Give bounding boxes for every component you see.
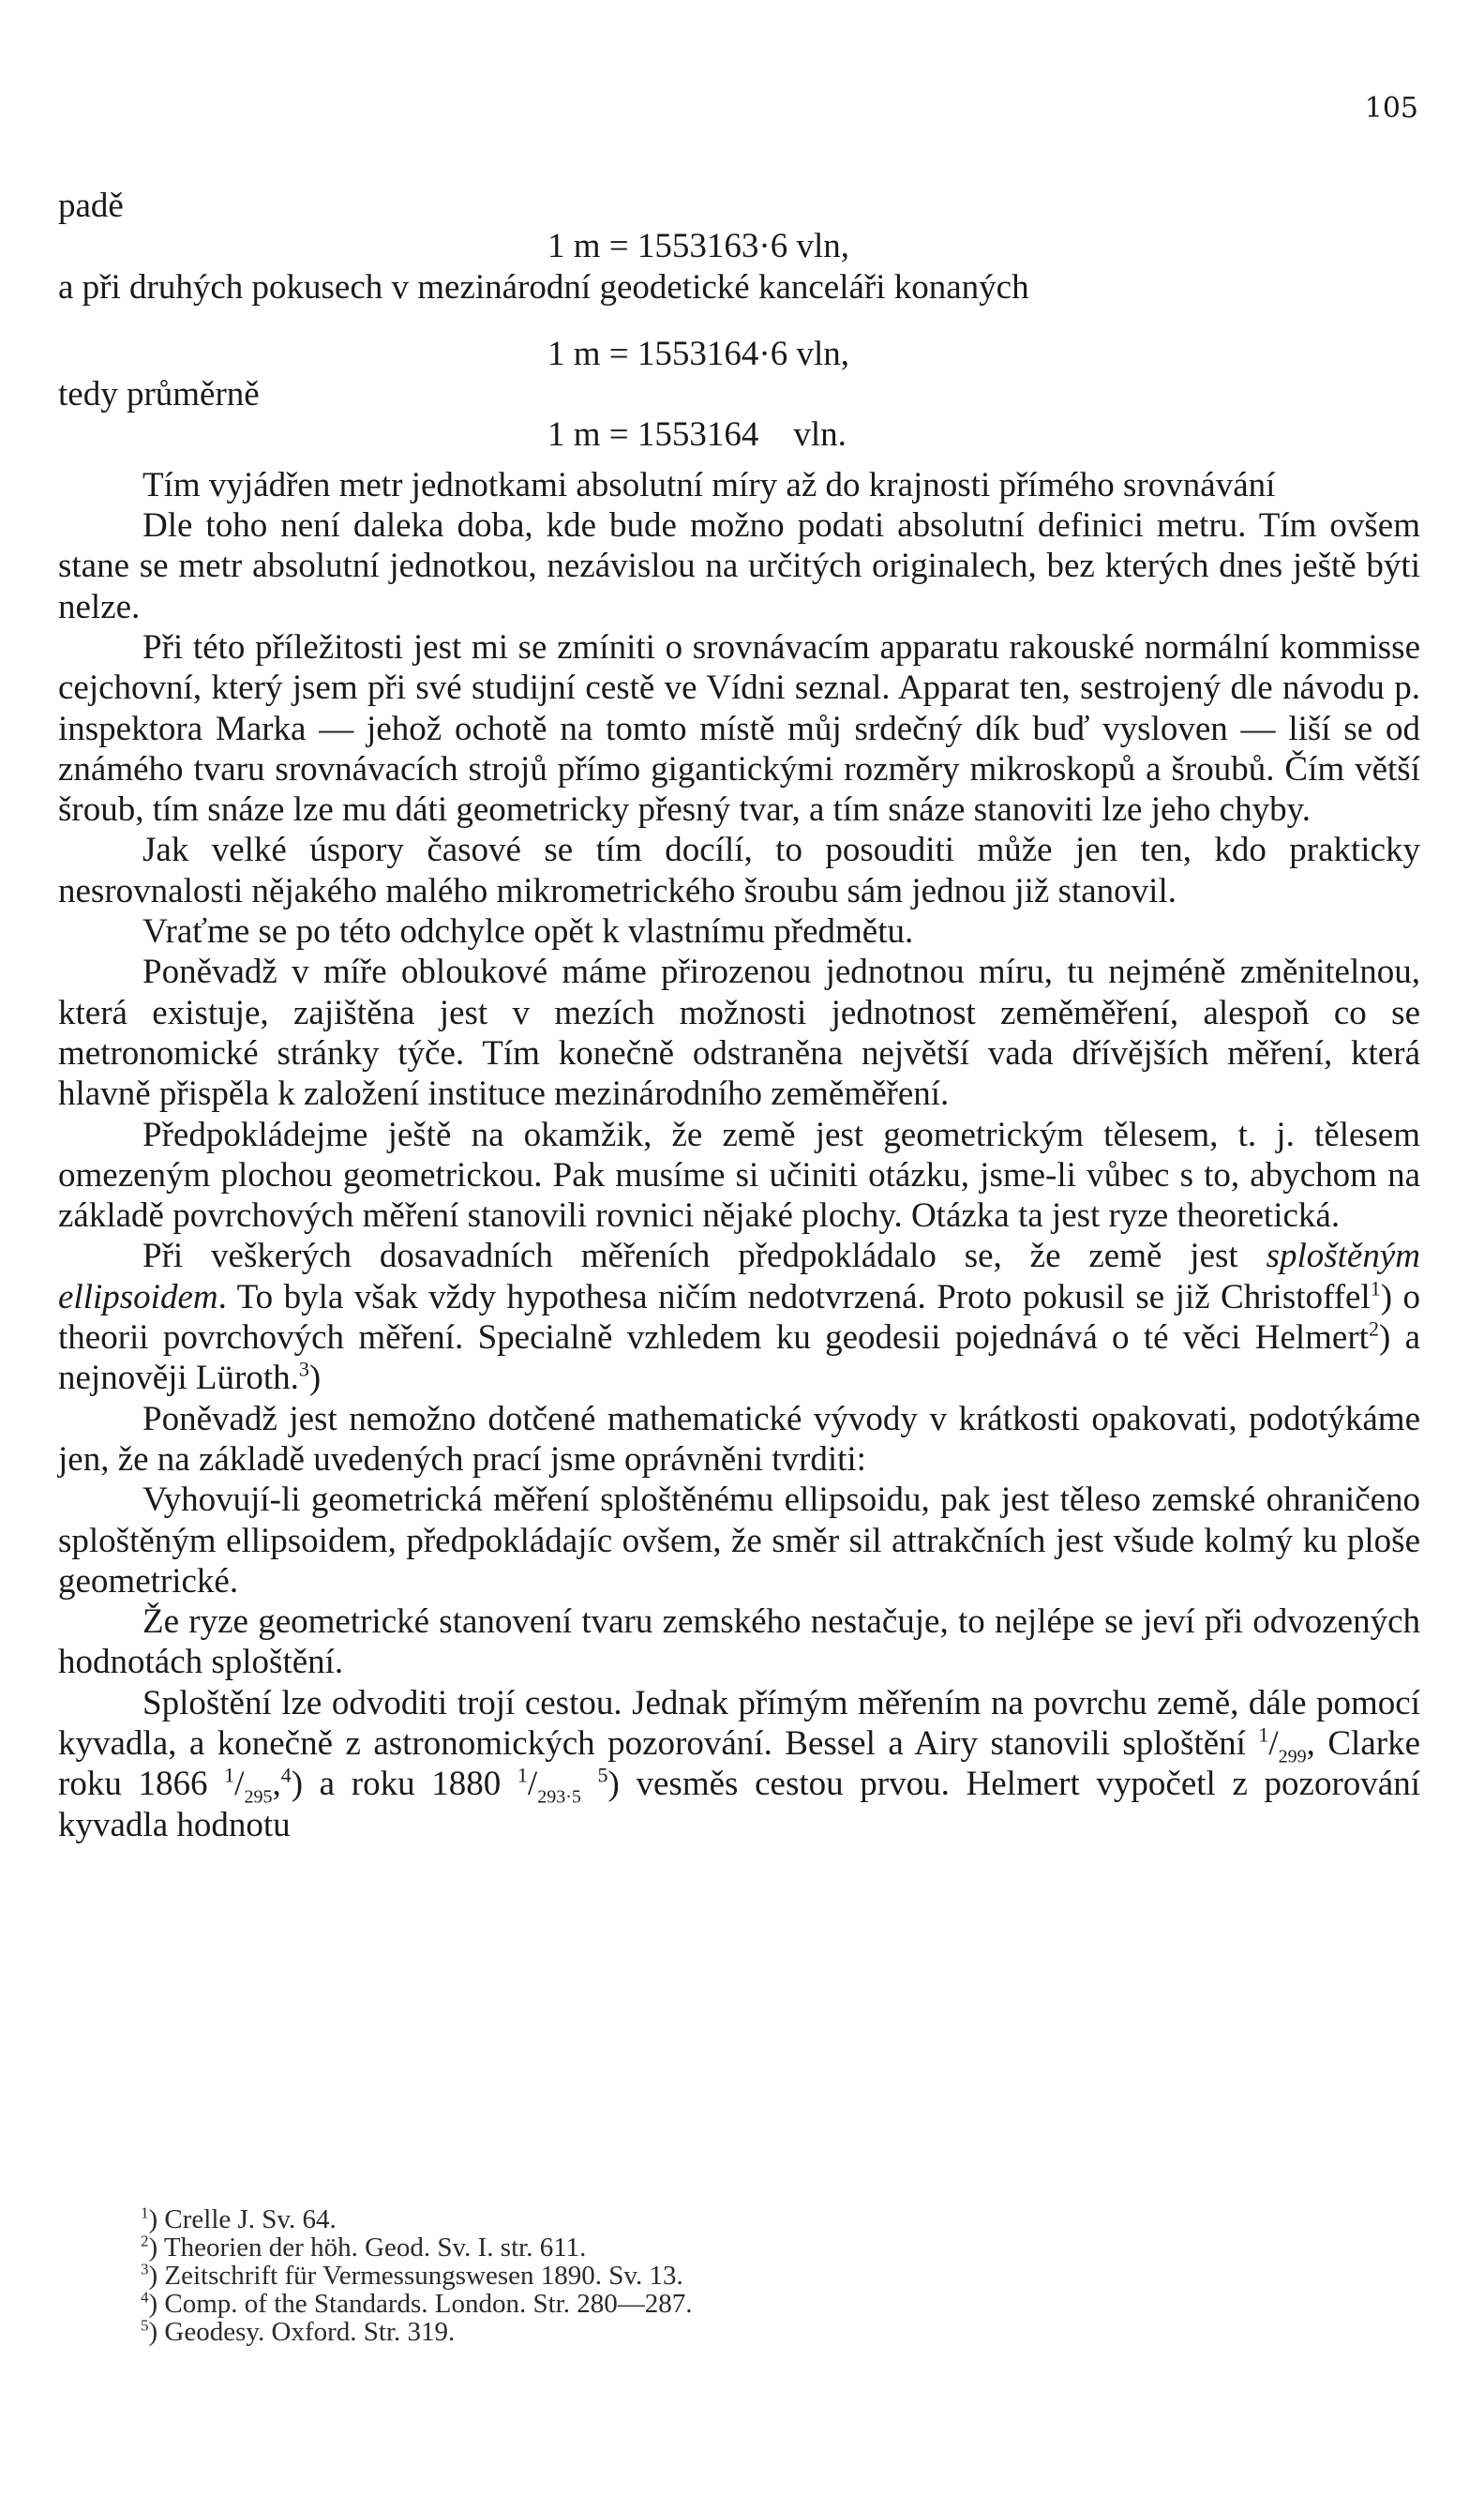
equation: 1 m = 1553163·6 vln, (547, 227, 849, 266)
footnote-ref: 1 (1370, 1276, 1381, 1301)
fraction-den: 299 (1278, 1746, 1307, 1767)
footnote-ref: 2 (1368, 1316, 1379, 1341)
footnotes (141, 2205, 1359, 2346)
footnote-ref: 3 (298, 1357, 309, 1381)
text-line: a při druhých pokusech v mezinárodní geodetické kanceláři konaných (58, 267, 1029, 307)
footnote: $^5$) Geodesy. Oxford. Str. 319. (141, 2316, 456, 2347)
footnote: $^3$) Zeitschrift für Vermessungswesen 1890. Sv. 13. (141, 2260, 683, 2291)
equation: 1 m = 1553164 vln. (547, 415, 847, 455)
paragraph: Vyhovují-li geometrická měření sploštěnému ellipsoidu, pak jest těleso zemské ohraničeno sploštěným ellipsoidem, předpokládajíc ovšem, že směr sil attrakčních jest všude kolmý ku ploše geometrické. (58, 1481, 1420, 1601)
paragraph: Sploštění lze odvoditi trojí cestou. Jednak přímým měřením na povrchu země, dále pomocí kyvadla, a konečně z astronomických pozorování. Bessel a Airy stanovili sploštění $^1/_{299}$, Clarke roku 1866 $^1/_{295},^4$) a roku 1880 $^1/_{293\cdot 5}$ $^5$) vesměs cestou prvou. Helmert vypočetl z pozorování kyvadla hodnotu (58, 1683, 1421, 1844)
fraction-den: 295 (244, 1786, 273, 1808)
text-line: tedy průměrně (58, 375, 260, 414)
text-line: padě (58, 187, 124, 225)
page-number: 105 (1364, 92, 1418, 125)
paragraph: Při veškerých dosavadních měřeních předpokládalo se, že země jest sploštěným ellipsoidem. To byla však vždy hypothesa ničím nedotvrzená. Proto pokusil se již Christoffel$^1$) o theorii povrchových měření. Specialně vzhledem ku geodesii pojednává o té věci Helmert$^2$) a nejnověji Lüroth.$^3$) (58, 1237, 1421, 1398)
footnote-ref: 4 (280, 1763, 292, 1787)
paragraph: Tím vyjádřen metr jednotkami absolutní míry až do krajnosti přímého srovnávání (142, 465, 1276, 504)
paragraph: Při této příležitosti jest mi se zmíniti o srovnávacím apparatu rakouské normální kommisse cejchovní, který jsem při své studijní cestě ve Vídni seznal. Apparat ten, sestrojený dle návodu p. inspektora Marka — jehož ochotě na tomto místě můj srdečný dík buď vysloven — liší se od známého tvaru srovnávacích strojů přímo gigantickými rozměry mikroskopů a šroubů. Čím větší šroub, tím snáze lze mu dáti geometricky přesný tvar, a tím snáze stanoviti lze jeho chyby. (58, 627, 1420, 830)
footnote: $^2$) Theorien der höh. Geod. Sv. I. str. 611. (141, 2232, 587, 2263)
equation: 1 m = 1553164·6 vln, (547, 334, 849, 373)
paragraph: Předpokládejme ještě na okamžik, že země jest geometrickým tělesem, t. j. tělesem omezeným plochou geometrickou. Pak musíme si učiniti otázku, jsme-li vůbec s to, abychom na základě povrchových měření stanovili rovnici nějaké plochy. Otázka ta jest ryze theoretická. (58, 1115, 1420, 1236)
emphasis: sploštěným ellipsoidem (58, 1237, 1420, 1316)
fraction-num: 1 (1258, 1722, 1269, 1747)
fraction-den: 293·5 (537, 1786, 581, 1808)
paragraph: Poněvadž jest nemožno dotčené mathematické vývody v krátkosti opakovati, podotýkáme jen, že na základě uvedených prací jsme oprávněni tvrditi: (58, 1399, 1420, 1479)
paragraph: Jak velké úspory časové se tím docílí, to posouditi může jen ten, kdo prakticky nesrovnalosti nějakého malého mikrometrického šroubu sám jednou již stanovil. (58, 831, 1420, 910)
footnote-ref: 5 (597, 1763, 608, 1787)
paragraph: Že ryze geometrické stanovení tvaru zemského nestačuje, to nejlépe se jeví při odvozených hodnotách sploštění. (58, 1602, 1420, 1682)
paragraph: Poněvadž v míře obloukové máme přirozenou jednotnou míru, tu nejméně změnitelnou, která existuje, zajištěna jest v mezích možnosti jednotnost zeměměření, alespoň co se metronomické stránky týče. Tím konečně odstraněna největší vada dřívějších měření, která hlavně přispěla k založení instituce mezinárodního zeměměření. (58, 953, 1420, 1114)
footnote: $^4$) Comp. of the Standards. London. Str. 280—287. (141, 2288, 693, 2319)
paragraph: Dle toho není daleka doba, kde bude možno podati absolutní definici metru. Tím ovšem stane se metr absolutní jednotkou, nezávislou na určitých originalech, bez kterých dnes ještě býti nelze. (58, 506, 1420, 626)
fraction-num: 1 (224, 1763, 235, 1787)
footnote: $^1$) Crelle J. Sv. 64. (141, 2203, 337, 2234)
main-text (58, 186, 1420, 1845)
paragraph: Vraťme se po této odchylce opět k vlastnímu předmětu. (142, 912, 914, 952)
fraction-num: 1 (517, 1763, 528, 1787)
